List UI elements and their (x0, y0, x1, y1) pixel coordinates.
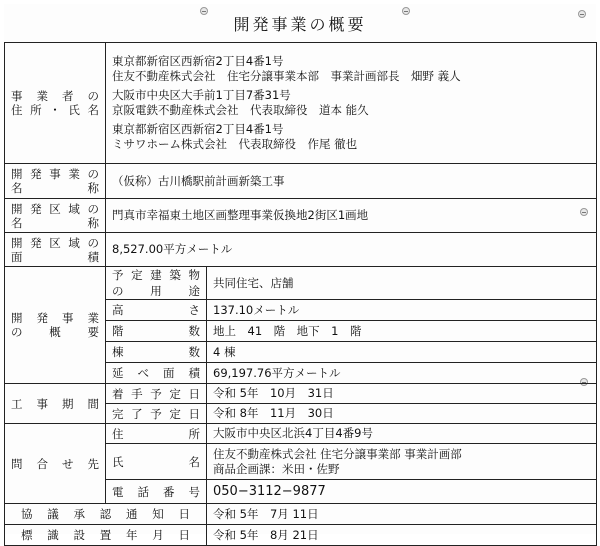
height-label: 高さ (106, 300, 207, 321)
end-date-label: 完了予定日 (106, 404, 207, 424)
developer-label: 事業者の 住所・氏名 (5, 43, 106, 164)
contact-name-value: 住友不動産株式会社 住宅分譲事業部 事業計画部 商品企画課：米田・佐野 (207, 444, 597, 480)
usage-value: 共同住宅、店舗 (207, 267, 597, 300)
area-size-value: 8,527.00平方メートル (106, 233, 597, 267)
project-name-label: 開発事業の 名称 (5, 164, 106, 199)
start-date-label: 着手予定日 (106, 384, 207, 404)
project-name-value: （仮称）古川橋駅前計画新築工事 (106, 164, 597, 199)
sign-date-row (5, 525, 597, 546)
period-row (5, 384, 597, 404)
height-value: 137.10メートル (207, 300, 597, 321)
floor-area-label: 延べ面積 (106, 363, 207, 384)
area-name-label: 開発区域の 名称 (5, 199, 106, 233)
area-name-value: 門真市幸福東土地区画整理事業仮換地2街区1画地 (106, 199, 597, 233)
area-name-row (5, 199, 597, 233)
contact-address-value: 大阪市中央区北浜4丁目4番9号 (207, 424, 597, 444)
floors-label: 階数 (106, 321, 207, 342)
sign-date-label: 標識設置年月日 (5, 525, 207, 546)
contact-row (5, 424, 597, 444)
contact-address-label: 住所 (106, 424, 207, 444)
contact-phone-label: 電話番号 (106, 480, 207, 504)
start-date-value: 令和 5年 10月 31日 (207, 384, 597, 404)
area-size-row (5, 233, 597, 267)
sign-date-value: 令和 5年 8月 21日 (207, 525, 597, 546)
overview-table (4, 42, 597, 546)
overview-row (5, 267, 597, 300)
notice-board (4, 4, 596, 542)
developer-entry: 東京都新宿区西新宿2丁目4番1号 ミサワホーム株式会社 代表取締役 作尾 徹也 (112, 122, 358, 151)
project-name-row (5, 164, 597, 199)
developer-entry: 大阪市中央区大手前1丁目7番31号 京阪電鉄不動産株式会社 代表取締役 道本 能久 (112, 88, 369, 117)
developer-row (5, 43, 597, 164)
developer-value (106, 43, 597, 164)
page-title: 開発事業の概要 (233, 15, 367, 34)
end-date-value: 令和 8年 11月 30日 (207, 404, 597, 424)
contact-label: 問合せ先 (5, 424, 106, 504)
notice-date-value: 令和 5年 7月 11日 (207, 504, 597, 525)
contact-name-label: 氏名 (106, 444, 207, 480)
usage-label: 予定建築物 の用途 (106, 267, 207, 300)
buildings-label: 棟数 (106, 342, 207, 363)
notice-date-label: 協議承認通知日 (5, 504, 207, 525)
contact-phone-value: 050−3112−9877 (207, 480, 597, 504)
buildings-value: 4 棟 (207, 342, 597, 363)
area-size-label: 開発区域の 面積 (5, 233, 106, 267)
period-label: 工事期間 (5, 384, 106, 424)
floor-area-value: 69,197.76平方メートル (207, 363, 597, 384)
overview-label: 開発事業 の概要 (5, 267, 106, 384)
notice-date-row (5, 504, 597, 525)
developer-entry: 東京都新宿区西新宿2丁目4番1号 住友不動産株式会社 住宅分譲事業本部 事業計画部長 畑野 義人 (112, 54, 461, 83)
floors-value: 地上 41 階 地下 1 階 (207, 321, 597, 342)
